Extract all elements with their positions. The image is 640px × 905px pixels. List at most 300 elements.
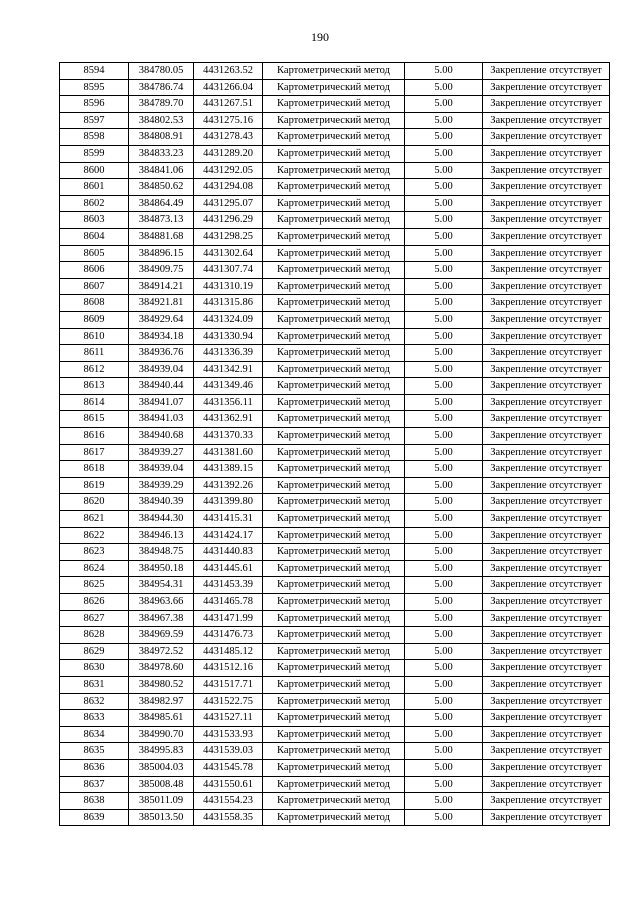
point-number-cell: 8631 — [60, 676, 129, 693]
method-cell: Картометрический метод — [263, 411, 405, 428]
y-coordinate-cell: 4431278.43 — [194, 129, 263, 146]
x-coordinate-cell: 384921.81 — [129, 295, 194, 312]
table-row — [60, 79, 610, 96]
method-cell: Картометрический метод — [263, 660, 405, 677]
table-row — [60, 295, 610, 312]
table-row — [60, 511, 610, 528]
table-row — [60, 262, 610, 279]
fixing-cell: Закрепление отсутствует — [483, 179, 610, 196]
fixing-cell: Закрепление отсутствует — [483, 145, 610, 162]
table-row — [60, 560, 610, 577]
accuracy-cell: 5.00 — [405, 212, 483, 229]
table-row — [60, 162, 610, 179]
fixing-cell: Закрепление отсутствует — [483, 228, 610, 245]
y-coordinate-cell: 4431550.61 — [194, 776, 263, 793]
table-row — [60, 328, 610, 345]
y-coordinate-cell: 4431296.29 — [194, 212, 263, 229]
table-row — [60, 693, 610, 710]
method-cell: Картометрический метод — [263, 726, 405, 743]
accuracy-cell: 5.00 — [405, 112, 483, 129]
table-row — [60, 245, 610, 262]
fixing-cell: Закрепление отсутствует — [483, 411, 610, 428]
y-coordinate-cell: 4431545.78 — [194, 759, 263, 776]
fixing-cell: Закрепление отсутствует — [483, 527, 610, 544]
method-cell: Картометрический метод — [263, 577, 405, 594]
point-number-cell: 8619 — [60, 477, 129, 494]
method-cell: Картометрический метод — [263, 461, 405, 478]
fixing-cell: Закрепление отсутствует — [483, 693, 610, 710]
accuracy-cell: 5.00 — [405, 345, 483, 362]
fixing-cell: Закрепление отсутствует — [483, 494, 610, 511]
x-coordinate-cell: 384789.70 — [129, 96, 194, 113]
accuracy-cell: 5.00 — [405, 511, 483, 528]
y-coordinate-cell: 4431370.33 — [194, 428, 263, 445]
point-number-cell: 8618 — [60, 461, 129, 478]
x-coordinate-cell: 384978.60 — [129, 660, 194, 677]
table-row — [60, 660, 610, 677]
accuracy-cell: 5.00 — [405, 394, 483, 411]
fixing-cell: Закрепление отсутствует — [483, 245, 610, 262]
y-coordinate-cell: 4431381.60 — [194, 444, 263, 461]
point-number-cell: 8604 — [60, 228, 129, 245]
y-coordinate-cell: 4431294.08 — [194, 179, 263, 196]
accuracy-cell: 5.00 — [405, 278, 483, 295]
method-cell: Картометрический метод — [263, 594, 405, 611]
fixing-cell: Закрепление отсутствует — [483, 195, 610, 212]
fixing-cell: Закрепление отсутствует — [483, 295, 610, 312]
point-number-cell: 8610 — [60, 328, 129, 345]
y-coordinate-cell: 4431362.91 — [194, 411, 263, 428]
x-coordinate-cell: 384982.97 — [129, 693, 194, 710]
point-number-cell: 8596 — [60, 96, 129, 113]
method-cell: Картометрический метод — [263, 759, 405, 776]
y-coordinate-cell: 4431392.26 — [194, 477, 263, 494]
accuracy-cell: 5.00 — [405, 660, 483, 677]
x-coordinate-cell: 384896.15 — [129, 245, 194, 262]
method-cell: Картометрический метод — [263, 428, 405, 445]
point-number-cell: 8627 — [60, 610, 129, 627]
accuracy-cell: 5.00 — [405, 444, 483, 461]
table-row — [60, 212, 610, 229]
x-coordinate-cell: 384980.52 — [129, 676, 194, 693]
accuracy-cell: 5.00 — [405, 228, 483, 245]
y-coordinate-cell: 4431440.83 — [194, 544, 263, 561]
fixing-cell: Закрепление отсутствует — [483, 162, 610, 179]
table-row — [60, 228, 610, 245]
accuracy-cell: 5.00 — [405, 544, 483, 561]
table-row — [60, 278, 610, 295]
fixing-cell: Закрепление отсутствует — [483, 726, 610, 743]
table-row — [60, 710, 610, 727]
fixing-cell: Закрепление отсутствует — [483, 394, 610, 411]
method-cell: Картометрический метод — [263, 212, 405, 229]
x-coordinate-cell: 384948.75 — [129, 544, 194, 561]
y-coordinate-cell: 4431266.04 — [194, 79, 263, 96]
x-coordinate-cell: 384946.13 — [129, 527, 194, 544]
point-number-cell: 8623 — [60, 544, 129, 561]
fixing-cell: Закрепление отсутствует — [483, 461, 610, 478]
table-row — [60, 759, 610, 776]
accuracy-cell: 5.00 — [405, 262, 483, 279]
accuracy-cell: 5.00 — [405, 793, 483, 810]
accuracy-cell: 5.00 — [405, 610, 483, 627]
y-coordinate-cell: 4431554.23 — [194, 793, 263, 810]
point-number-cell: 8621 — [60, 511, 129, 528]
x-coordinate-cell: 384954.31 — [129, 577, 194, 594]
fixing-cell: Закрепление отсутствует — [483, 96, 610, 113]
method-cell: Картометрический метод — [263, 776, 405, 793]
x-coordinate-cell: 384864.49 — [129, 195, 194, 212]
method-cell: Картометрический метод — [263, 96, 405, 113]
x-coordinate-cell: 384940.39 — [129, 494, 194, 511]
x-coordinate-cell: 384808.91 — [129, 129, 194, 146]
fixing-cell: Закрепление отсутствует — [483, 511, 610, 528]
method-cell: Картометрический метод — [263, 162, 405, 179]
accuracy-cell: 5.00 — [405, 428, 483, 445]
y-coordinate-cell: 4431465.78 — [194, 594, 263, 611]
method-cell: Картометрический метод — [263, 643, 405, 660]
method-cell: Картометрический метод — [263, 311, 405, 328]
accuracy-cell: 5.00 — [405, 378, 483, 395]
point-number-cell: 8622 — [60, 527, 129, 544]
point-number-cell: 8602 — [60, 195, 129, 212]
y-coordinate-cell: 4431289.20 — [194, 145, 263, 162]
x-coordinate-cell: 384786.74 — [129, 79, 194, 96]
y-coordinate-cell: 4431267.51 — [194, 96, 263, 113]
x-coordinate-cell: 384940.44 — [129, 378, 194, 395]
point-number-cell: 8638 — [60, 793, 129, 810]
table-row — [60, 643, 610, 660]
point-number-cell: 8611 — [60, 345, 129, 362]
fixing-cell: Закрепление отсутствует — [483, 610, 610, 627]
y-coordinate-cell: 4431533.93 — [194, 726, 263, 743]
table-row — [60, 129, 610, 146]
accuracy-cell: 5.00 — [405, 676, 483, 693]
x-coordinate-cell: 384990.70 — [129, 726, 194, 743]
method-cell: Картометрический метод — [263, 743, 405, 760]
fixing-cell: Закрепление отсутствует — [483, 676, 610, 693]
accuracy-cell: 5.00 — [405, 560, 483, 577]
fixing-cell: Закрепление отсутствует — [483, 278, 610, 295]
y-coordinate-cell: 4431307.74 — [194, 262, 263, 279]
point-number-cell: 8632 — [60, 693, 129, 710]
fixing-cell: Закрепление отсутствует — [483, 809, 610, 826]
fixing-cell: Закрепление отсутствует — [483, 361, 610, 378]
x-coordinate-cell: 384972.52 — [129, 643, 194, 660]
x-coordinate-cell: 384939.04 — [129, 361, 194, 378]
method-cell: Картометрический метод — [263, 494, 405, 511]
method-cell: Картометрический метод — [263, 278, 405, 295]
y-coordinate-cell: 4431445.61 — [194, 560, 263, 577]
fixing-cell: Закрепление отсутствует — [483, 759, 610, 776]
point-number-cell: 8629 — [60, 643, 129, 660]
point-number-cell: 8606 — [60, 262, 129, 279]
y-coordinate-cell: 4431527.11 — [194, 710, 263, 727]
method-cell: Картометрический метод — [263, 610, 405, 627]
y-coordinate-cell: 4431512.16 — [194, 660, 263, 677]
x-coordinate-cell: 385013.50 — [129, 809, 194, 826]
point-number-cell: 8598 — [60, 129, 129, 146]
table-row — [60, 112, 610, 129]
method-cell: Картометрический метод — [263, 295, 405, 312]
fixing-cell: Закрепление отсутствует — [483, 477, 610, 494]
accuracy-cell: 5.00 — [405, 693, 483, 710]
y-coordinate-cell: 4431310.19 — [194, 278, 263, 295]
y-coordinate-cell: 4431476.73 — [194, 627, 263, 644]
table-row — [60, 345, 610, 362]
x-coordinate-cell: 385008.48 — [129, 776, 194, 793]
fixing-cell: Закрепление отсутствует — [483, 129, 610, 146]
method-cell: Картометрический метод — [263, 527, 405, 544]
y-coordinate-cell: 4431389.15 — [194, 461, 263, 478]
x-coordinate-cell: 384950.18 — [129, 560, 194, 577]
y-coordinate-cell: 4431263.52 — [194, 63, 263, 80]
table-row — [60, 195, 610, 212]
y-coordinate-cell: 4431453.39 — [194, 577, 263, 594]
method-cell: Картометрический метод — [263, 145, 405, 162]
y-coordinate-cell: 4431558.35 — [194, 809, 263, 826]
x-coordinate-cell: 384802.53 — [129, 112, 194, 129]
accuracy-cell: 5.00 — [405, 527, 483, 544]
table-row — [60, 494, 610, 511]
table-row — [60, 809, 610, 826]
x-coordinate-cell: 384941.03 — [129, 411, 194, 428]
accuracy-cell: 5.00 — [405, 477, 483, 494]
y-coordinate-cell: 4431302.64 — [194, 245, 263, 262]
accuracy-cell: 5.00 — [405, 195, 483, 212]
accuracy-cell: 5.00 — [405, 295, 483, 312]
point-number-cell: 8626 — [60, 594, 129, 611]
x-coordinate-cell: 384936.76 — [129, 345, 194, 362]
accuracy-cell: 5.00 — [405, 759, 483, 776]
point-number-cell: 8595 — [60, 79, 129, 96]
y-coordinate-cell: 4431295.07 — [194, 195, 263, 212]
method-cell: Картометрический метод — [263, 627, 405, 644]
table-row — [60, 726, 610, 743]
point-number-cell: 8594 — [60, 63, 129, 80]
point-number-cell: 8624 — [60, 560, 129, 577]
y-coordinate-cell: 4431517.71 — [194, 676, 263, 693]
table-row — [60, 145, 610, 162]
accuracy-cell: 5.00 — [405, 494, 483, 511]
table-row — [60, 361, 610, 378]
method-cell: Картометрический метод — [263, 710, 405, 727]
method-cell: Картометрический метод — [263, 262, 405, 279]
point-number-cell: 8608 — [60, 295, 129, 312]
point-number-cell: 8637 — [60, 776, 129, 793]
y-coordinate-cell: 4431324.09 — [194, 311, 263, 328]
x-coordinate-cell: 384841.06 — [129, 162, 194, 179]
fixing-cell: Закрепление отсутствует — [483, 776, 610, 793]
point-number-cell: 8597 — [60, 112, 129, 129]
table-row — [60, 610, 610, 627]
accuracy-cell: 5.00 — [405, 743, 483, 760]
point-number-cell: 8599 — [60, 145, 129, 162]
point-number-cell: 8616 — [60, 428, 129, 445]
y-coordinate-cell: 4431485.12 — [194, 643, 263, 660]
accuracy-cell: 5.00 — [405, 809, 483, 826]
method-cell: Картометрический метод — [263, 79, 405, 96]
table-row — [60, 311, 610, 328]
x-coordinate-cell: 384944.30 — [129, 511, 194, 528]
fixing-cell: Закрепление отсутствует — [483, 577, 610, 594]
x-coordinate-cell: 384940.68 — [129, 428, 194, 445]
fixing-cell: Закрепление отсутствует — [483, 594, 610, 611]
accuracy-cell: 5.00 — [405, 145, 483, 162]
y-coordinate-cell: 4431336.39 — [194, 345, 263, 362]
fixing-cell: Закрепление отсутствует — [483, 328, 610, 345]
x-coordinate-cell: 384941.07 — [129, 394, 194, 411]
x-coordinate-cell: 384833.23 — [129, 145, 194, 162]
fixing-cell: Закрепление отсутствует — [483, 345, 610, 362]
method-cell: Картометрический метод — [263, 63, 405, 80]
accuracy-cell: 5.00 — [405, 179, 483, 196]
method-cell: Картометрический метод — [263, 444, 405, 461]
x-coordinate-cell: 384929.64 — [129, 311, 194, 328]
fixing-cell: Закрепление отсутствует — [483, 428, 610, 445]
point-number-cell: 8613 — [60, 378, 129, 395]
accuracy-cell: 5.00 — [405, 311, 483, 328]
accuracy-cell: 5.00 — [405, 245, 483, 262]
fixing-cell: Закрепление отсутствует — [483, 112, 610, 129]
method-cell: Картометрический метод — [263, 179, 405, 196]
point-number-cell: 8635 — [60, 743, 129, 760]
table-row — [60, 577, 610, 594]
y-coordinate-cell: 4431415.31 — [194, 511, 263, 528]
table-row — [60, 411, 610, 428]
accuracy-cell: 5.00 — [405, 726, 483, 743]
y-coordinate-cell: 4431342.91 — [194, 361, 263, 378]
accuracy-cell: 5.00 — [405, 162, 483, 179]
method-cell: Картометрический метод — [263, 328, 405, 345]
fixing-cell: Закрепление отсутствует — [483, 378, 610, 395]
fixing-cell: Закрепление отсутствует — [483, 262, 610, 279]
x-coordinate-cell: 384939.27 — [129, 444, 194, 461]
fixing-cell: Закрепление отсутствует — [483, 660, 610, 677]
accuracy-cell: 5.00 — [405, 594, 483, 611]
point-number-cell: 8600 — [60, 162, 129, 179]
method-cell: Картометрический метод — [263, 560, 405, 577]
point-number-cell: 8639 — [60, 809, 129, 826]
x-coordinate-cell: 384780.05 — [129, 63, 194, 80]
point-number-cell: 8617 — [60, 444, 129, 461]
method-cell: Картометрический метод — [263, 676, 405, 693]
accuracy-cell: 5.00 — [405, 776, 483, 793]
method-cell: Картометрический метод — [263, 793, 405, 810]
method-cell: Картометрический метод — [263, 693, 405, 710]
x-coordinate-cell: 384850.62 — [129, 179, 194, 196]
point-number-cell: 8630 — [60, 660, 129, 677]
method-cell: Картометрический метод — [263, 809, 405, 826]
y-coordinate-cell: 4431349.46 — [194, 378, 263, 395]
table-row — [60, 594, 610, 611]
method-cell: Картометрический метод — [263, 112, 405, 129]
table-row — [60, 179, 610, 196]
accuracy-cell: 5.00 — [405, 461, 483, 478]
x-coordinate-cell: 384963.66 — [129, 594, 194, 611]
point-number-cell: 8609 — [60, 311, 129, 328]
fixing-cell: Закрепление отсутствует — [483, 212, 610, 229]
x-coordinate-cell: 384939.04 — [129, 461, 194, 478]
point-number-cell: 8625 — [60, 577, 129, 594]
table-row — [60, 527, 610, 544]
accuracy-cell: 5.00 — [405, 577, 483, 594]
table-row — [60, 96, 610, 113]
y-coordinate-cell: 4431330.94 — [194, 328, 263, 345]
x-coordinate-cell: 385004.03 — [129, 759, 194, 776]
y-coordinate-cell: 4431471.99 — [194, 610, 263, 627]
x-coordinate-cell: 384969.59 — [129, 627, 194, 644]
method-cell: Картометрический метод — [263, 394, 405, 411]
x-coordinate-cell: 385011.09 — [129, 793, 194, 810]
accuracy-cell: 5.00 — [405, 710, 483, 727]
table-row — [60, 444, 610, 461]
method-cell: Картометрический метод — [263, 245, 405, 262]
x-coordinate-cell: 384909.75 — [129, 262, 194, 279]
method-cell: Картометрический метод — [263, 378, 405, 395]
accuracy-cell: 5.00 — [405, 328, 483, 345]
fixing-cell: Закрепление отсутствует — [483, 63, 610, 80]
y-coordinate-cell: 4431292.05 — [194, 162, 263, 179]
table-row — [60, 743, 610, 760]
fixing-cell: Закрепление отсутствует — [483, 444, 610, 461]
accuracy-cell: 5.00 — [405, 79, 483, 96]
x-coordinate-cell: 384995.83 — [129, 743, 194, 760]
table-row — [60, 544, 610, 561]
point-number-cell: 8634 — [60, 726, 129, 743]
fixing-cell: Закрепление отсутствует — [483, 627, 610, 644]
table-row — [60, 461, 610, 478]
x-coordinate-cell: 384881.68 — [129, 228, 194, 245]
method-cell: Картометрический метод — [263, 361, 405, 378]
table-row — [60, 378, 610, 395]
table-row — [60, 63, 610, 80]
point-number-cell: 8603 — [60, 212, 129, 229]
accuracy-cell: 5.00 — [405, 129, 483, 146]
x-coordinate-cell: 384934.18 — [129, 328, 194, 345]
accuracy-cell: 5.00 — [405, 627, 483, 644]
x-coordinate-cell: 384914.21 — [129, 278, 194, 295]
table-row — [60, 676, 610, 693]
point-number-cell: 8620 — [60, 494, 129, 511]
x-coordinate-cell: 384939.29 — [129, 477, 194, 494]
fixing-cell: Закрепление отсутствует — [483, 743, 610, 760]
y-coordinate-cell: 4431399.80 — [194, 494, 263, 511]
table-row — [60, 428, 610, 445]
table-row — [60, 776, 610, 793]
fixing-cell: Закрепление отсутствует — [483, 793, 610, 810]
fixing-cell: Закрепление отсутствует — [483, 79, 610, 96]
fixing-cell: Закрепление отсутствует — [483, 311, 610, 328]
fixing-cell: Закрепление отсутствует — [483, 710, 610, 727]
y-coordinate-cell: 4431298.25 — [194, 228, 263, 245]
method-cell: Картометрический метод — [263, 345, 405, 362]
point-number-cell: 8628 — [60, 627, 129, 644]
table-row — [60, 793, 610, 810]
x-coordinate-cell: 384873.13 — [129, 212, 194, 229]
y-coordinate-cell: 4431356.11 — [194, 394, 263, 411]
x-coordinate-cell: 384985.61 — [129, 710, 194, 727]
method-cell: Картометрический метод — [263, 511, 405, 528]
point-number-cell: 8612 — [60, 361, 129, 378]
accuracy-cell: 5.00 — [405, 96, 483, 113]
page-number: 190 — [311, 30, 329, 44]
fixing-cell: Закрепление отсутствует — [483, 544, 610, 561]
accuracy-cell: 5.00 — [405, 63, 483, 80]
y-coordinate-cell: 4431424.17 — [194, 527, 263, 544]
point-number-cell: 8633 — [60, 710, 129, 727]
y-coordinate-cell: 4431539.03 — [194, 743, 263, 760]
